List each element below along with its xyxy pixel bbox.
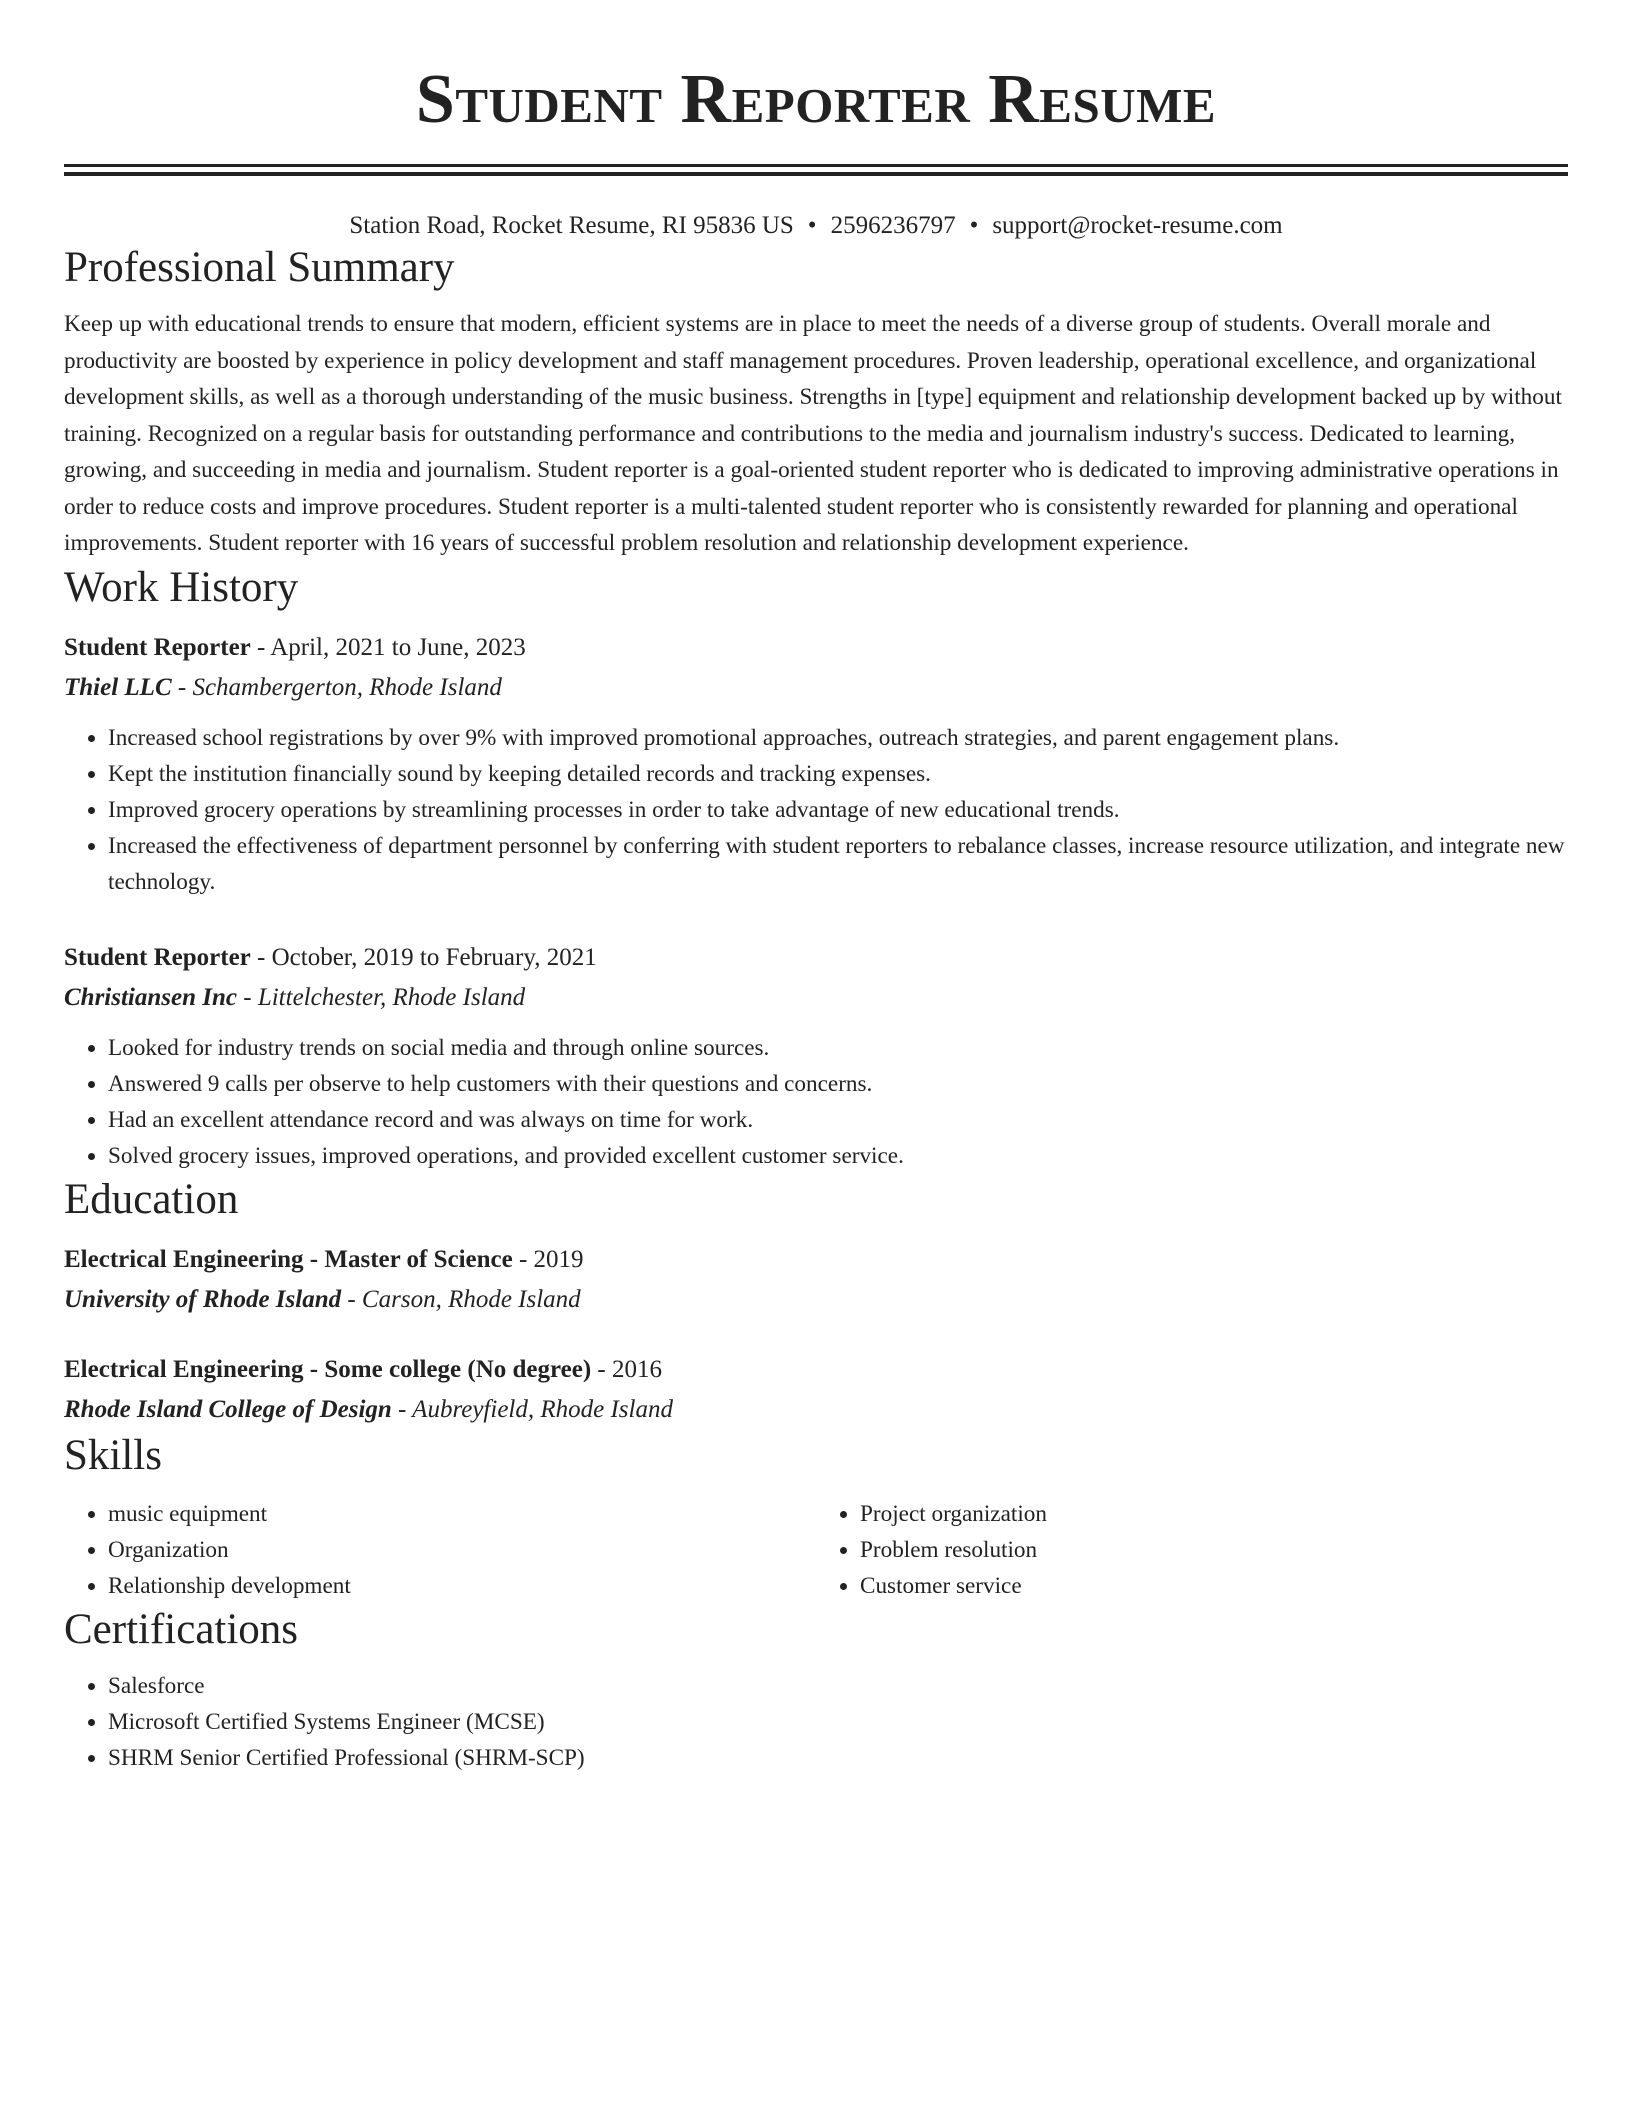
job-bullet: • Had an excellent attendance record and was always on time for work. [108, 1102, 1568, 1138]
skills-heading: Skills [64, 1431, 162, 1479]
school-location: - Aubreyfield, Rhode Island [391, 1395, 673, 1423]
resume-title: Student Reporter Resume [415, 61, 1217, 138]
school-location: - Carson, Rhode Island [341, 1285, 581, 1313]
school-line [64, 1280, 1568, 1320]
degree-line [64, 1240, 1568, 1280]
skills-list-left [64, 1496, 816, 1604]
skill-item: • Problem resolution [860, 1532, 1568, 1568]
skills-list-right [816, 1496, 1568, 1604]
work-history-heading: Work History [64, 563, 299, 611]
summary-text: Keep up with educational trends to ensure that modern, efficient systems are in place to meet the needs of a diverse group of students. Overall morale and productivity are boosted by experience in policy development and staff management procedures. Proven leadership, operational excellence, and organizational development skills, as well as a thorough understanding of the music business. Strengths in [type] equipment and relationship development backed up by without training. Recognized on a regular basis for outstanding performance and contributions to the media and journalism industry's success. Dedicated to learning, growing, and succeeding in media and journalism. Student reporter is a goal-oriented student reporter who is dedicated to improving administrative operations in order to reduce costs and improve procedures. Student reporter is a multi-talented student reporter who is consistently rewarded for planning and operational improvements. Student reporter with 16 years of successful problem resolution and relationship development experience. [64, 311, 1562, 556]
job-bullets [64, 1030, 1568, 1174]
job-bullet: • Increased school registrations by over 9% with improved promotional approaches, outreach strategies, and parent engagement plans. [108, 720, 1568, 756]
job-entry [64, 628, 1568, 900]
skill-item: • Customer service [860, 1568, 1568, 1604]
job-dates: - October, 2019 to February, 2021 [250, 943, 597, 971]
job-company: Christiansen Inc [64, 983, 237, 1011]
skills-grid [64, 1496, 1568, 1604]
job-bullet: • Solved grocery issues, improved operations, and provided excellent customer service. [108, 1138, 1568, 1174]
skill-item: • Project organization [860, 1496, 1568, 1532]
certification-item: • SHRM Senior Certified Professional (SHRM-SCP) [108, 1740, 1568, 1776]
education-entry [64, 1240, 1568, 1320]
contact-email: support@rocket-resume.com [992, 212, 1283, 239]
job-location: - Littelchester, Rhode Island [237, 983, 526, 1011]
school: Rhode Island College of Design [64, 1395, 392, 1423]
contact-separator: • [969, 212, 979, 239]
job-company: Thiel LLC [64, 673, 172, 701]
degree-line [64, 1350, 1568, 1390]
school: University of Rhode Island [64, 1285, 342, 1313]
certifications-heading: Certifications [64, 1605, 299, 1653]
contact-phone: 2596236797 [830, 212, 956, 239]
job-bullets [64, 720, 1568, 900]
job-title: Student Reporter [64, 633, 251, 661]
job-title-line [64, 628, 1568, 668]
job-entry [64, 938, 1568, 1174]
contact-line [64, 210, 1568, 242]
education-heading: Education [64, 1175, 239, 1223]
degree: Electrical Engineering - Master of Science [64, 1245, 513, 1273]
skill-item: • Organization [108, 1532, 816, 1568]
degree-year: - 2019 [512, 1245, 584, 1273]
school-line [64, 1390, 1568, 1430]
skill-item: • music equipment [108, 1496, 816, 1532]
degree-year: - 2016 [591, 1355, 662, 1383]
job-bullet: • Increased the effectiveness of department personnel by conferring with student reporters to rebalance classes, increase resource utilization, and integrate new technology. [108, 828, 1568, 900]
job-bullet: • Answered 9 calls per observe to help customers with their questions and concerns. [108, 1066, 1568, 1102]
certification-item: • Microsoft Certified Systems Engineer (MCSE) [108, 1704, 1568, 1740]
certification-item: • Salesforce [108, 1668, 1568, 1704]
job-bullet: • Kept the institution financially sound by keeping detailed records and tracking expenses. [108, 756, 1568, 792]
job-dates: - April, 2021 to June, 2023 [250, 633, 526, 661]
degree: Electrical Engineering - Some college (No degree) [64, 1355, 592, 1383]
skill-item: • Relationship development [108, 1568, 816, 1604]
contact-separator: • [807, 212, 817, 239]
job-title-line [64, 938, 1568, 978]
job-location: - Schambergerton, Rhode Island [171, 673, 502, 701]
job-title: Student Reporter [64, 943, 251, 971]
education-entry [64, 1350, 1568, 1430]
job-bullet: • Improved grocery operations by streamlining processes in order to take advantage of new educational trends. [108, 792, 1568, 828]
job-company-line [64, 668, 1568, 708]
job-bullet: • Looked for industry trends on social media and through online sources. [108, 1030, 1568, 1066]
job-company-line [64, 978, 1568, 1018]
summary-heading: Professional Summary [64, 244, 455, 291]
contact-address: Station Road, Rocket Resume, RI 95836 US [349, 212, 794, 239]
title-double-rule [64, 164, 1568, 176]
certifications-list [64, 1668, 1568, 1776]
